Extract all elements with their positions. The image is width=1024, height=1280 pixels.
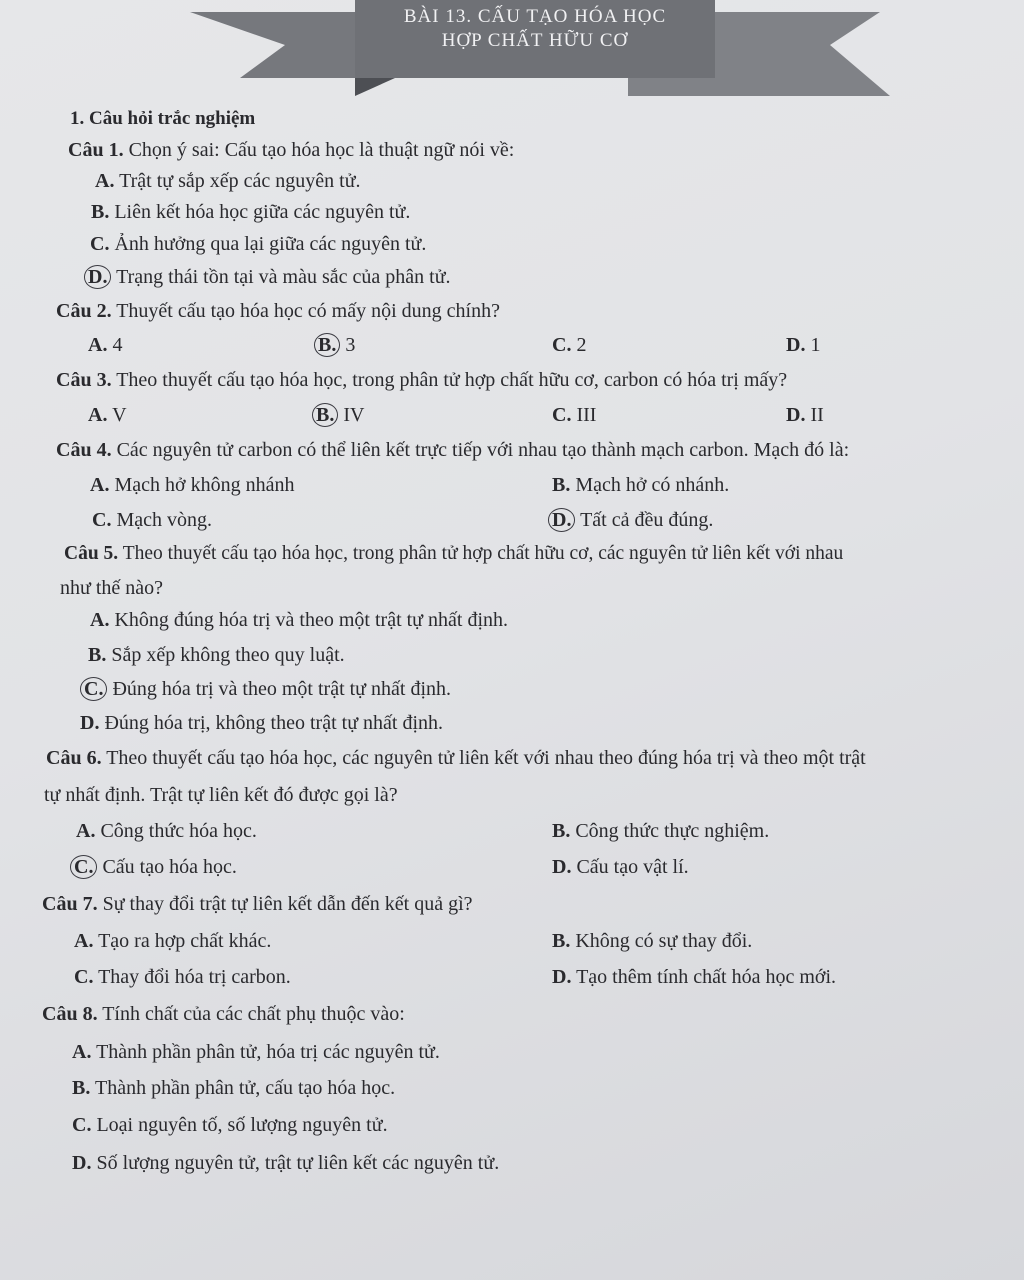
option-text: Trạng thái tồn tại và màu sắc của phân tử. [111,266,451,288]
question-number: Câu 2. [56,300,112,322]
q2-option-a[interactable] [88,333,122,357]
option-text: II [805,404,824,426]
lesson-title-line-1: BÀI 13. CẤU TẠO HÓA HỌC [403,6,667,27]
q5-option-b[interactable] [88,643,345,667]
option-text: III [571,404,597,426]
option-text: Thành phần phân tử, cấu tạo hóa học. [90,1077,396,1099]
option-text: Thay đổi hóa trị carbon. [93,966,291,988]
option-letter: D. [786,334,806,356]
question-number: Câu 6. [46,747,102,769]
q1-option-b[interactable] [91,200,410,224]
q8-option-c[interactable] [72,1113,388,1137]
question-4 [56,438,849,462]
option-text: Liên kết hóa học giữa các nguyên tử. [109,201,411,223]
option-letter: D. [72,1152,92,1174]
q3-option-c[interactable] [552,403,596,427]
option-letter: C. [92,509,112,531]
option-text: Mạch hở có nhánh. [570,474,730,496]
option-text: Mạch hở không nhánh [109,474,295,496]
question-1 [68,138,514,162]
question-text: Tính chất của các chất phụ thuộc vào: [97,1003,405,1025]
q6-option-b[interactable] [552,819,769,843]
option-text: Cấu tạo hóa học. [97,856,237,878]
question-text: Theo thuyết cấu tạo hóa học, trong phân tử hợp chất hữu cơ, các nguyên tử liên kết với nhau [118,543,844,564]
option-text: Sắp xếp không theo quy luật. [106,644,345,666]
q3-option-b[interactable] [316,403,364,427]
question-3 [56,368,787,392]
q3-option-a[interactable] [88,403,127,427]
question-2 [56,299,500,323]
q8-option-b[interactable] [72,1076,395,1100]
option-text: Không có sự thay đổi. [570,930,753,952]
option-text: Ảnh hưởng qua lại giữa các nguyên tử. [109,233,427,255]
selected-answer-circle: B. [312,403,338,427]
option-letter: A. [74,930,94,952]
option-text: IV [338,404,365,426]
selected-answer-circle: C. [80,677,107,701]
q1-option-d[interactable] [88,265,451,289]
option-letter: D. [552,966,572,988]
selected-answer-circle: D. [548,508,575,532]
option-letter: A. [88,404,108,426]
q8-option-a[interactable] [72,1040,440,1064]
question-5-continued: như thế nào? [60,577,164,599]
q7-option-d[interactable] [552,965,836,989]
q1-option-a[interactable] [95,169,361,193]
question-number: Câu 8. [42,1003,98,1025]
option-letter: D. [786,404,806,426]
q3-option-d[interactable] [786,403,824,427]
q4-option-d[interactable] [552,508,713,532]
option-letter: A. [72,1041,92,1063]
option-text: 4 [107,334,123,356]
option-letter: B. [552,474,571,496]
question-5 [64,542,843,566]
question-8 [42,1002,405,1026]
q7-option-c[interactable] [74,965,291,989]
option-text: Cấu tạo vật lí. [571,856,689,878]
question-text: Theo thuyết cấu tạo hóa học, các nguyên tử liên kết với nhau theo đúng hóa trị và theo một trật [101,747,866,769]
q6-option-d[interactable] [552,855,689,879]
q5-option-a[interactable] [90,608,508,632]
banner-left-tail [190,12,355,78]
option-letter: D. [552,856,572,878]
option-letter: B. [552,820,571,842]
option-letter: A. [90,474,110,496]
option-letter: A. [95,170,115,192]
q4-option-a[interactable] [90,473,294,497]
q2-option-d[interactable] [786,333,820,357]
option-text: Loại nguyên tố, số lượng nguyên tử. [91,1114,388,1136]
question-text: Chọn ý sai: Cấu tạo hóa học là thuật ngữ nói về: [123,139,515,161]
q1-option-c[interactable] [90,232,426,256]
option-letter: D. [80,712,100,734]
option-letter: C. [552,404,572,426]
option-text: Tạo thêm tính chất hóa học mới. [571,966,837,988]
option-letter: A. [76,820,96,842]
option-letter: B. [88,644,107,666]
q6-option-c[interactable] [74,855,237,879]
q8-option-d[interactable] [72,1151,499,1175]
option-text: Đúng hóa trị và theo một trật tự nhất định. [107,678,452,700]
option-text: Số lượng nguyên tử, trật tự liên kết các nguyên tử. [91,1152,500,1174]
option-text: 3 [340,334,356,356]
q7-option-b[interactable] [552,929,752,953]
question-6-continued: tự nhất định. Trật tự liên kết đó được gọi là? [44,784,398,806]
option-letter: C. [552,334,572,356]
question-number: Câu 4. [56,439,112,461]
q5-option-c[interactable] [84,677,451,701]
option-letter: A. [90,609,110,631]
question-number: Câu 5. [64,543,119,564]
option-text: 1 [805,334,821,356]
option-letter: B. [552,930,571,952]
question-6 [46,746,866,770]
question-7 [42,892,473,916]
question-number: Câu 1. [68,139,124,161]
question-text: Sự thay đổi trật tự liên kết dẫn đến kết quả gì? [97,893,473,915]
option-text: Công thức thực nghiệm. [570,820,770,842]
q7-option-a[interactable] [74,929,271,953]
option-text: V [107,404,127,426]
option-text: Mạch vòng. [111,509,212,531]
lesson-title-line-2: HỢP CHẤT HỮU CƠ [441,30,629,51]
option-letter: B. [91,201,110,223]
selected-answer-circle: B. [314,333,340,357]
option-text: 2 [571,334,587,356]
q2-option-c[interactable] [552,333,586,357]
banner-fold-left [355,78,395,96]
question-text: Các nguyên tử carbon có thể liên kết trực tiếp với nhau tạo thành mạch carbon. Mạch đó là: [111,439,850,461]
option-text: Trật tự sắp xếp các nguyên tử. [114,170,361,192]
option-letter: C. [74,966,94,988]
q5-option-d[interactable] [80,711,443,735]
option-letter: B. [72,1077,91,1099]
section-title: 1. Câu hỏi trắc nghiệm [70,108,256,129]
option-text: Đúng hóa trị, không theo trật tự nhất định. [99,712,444,734]
question-text: Theo thuyết cấu tạo hóa học, trong phân tử hợp chất hữu cơ, carbon có hóa trị mấy? [111,369,788,391]
option-text: Không đúng hóa trị và theo một trật tự nhất định. [109,609,509,631]
q6-option-a[interactable] [76,819,257,843]
question-number: Câu 7. [42,893,98,915]
selected-answer-circle: D. [84,265,111,289]
option-letter: A. [88,334,108,356]
option-text: Công thức hóa học. [95,820,257,842]
q2-option-b[interactable] [318,333,355,357]
option-letter: C. [90,233,110,255]
option-text: Tạo ra hợp chất khác. [93,930,272,952]
option-letter: C. [72,1114,92,1136]
option-text: Thành phần phân tử, hóa trị các nguyên tử. [91,1041,440,1063]
question-text: Thuyết cấu tạo hóa học có mấy nội dung chính? [111,300,500,322]
q4-option-c[interactable] [92,508,212,532]
q4-option-b[interactable] [552,473,729,497]
option-text: Tất cả đều đúng. [575,509,714,531]
question-number: Câu 3. [56,369,112,391]
selected-answer-circle: C. [70,855,97,879]
